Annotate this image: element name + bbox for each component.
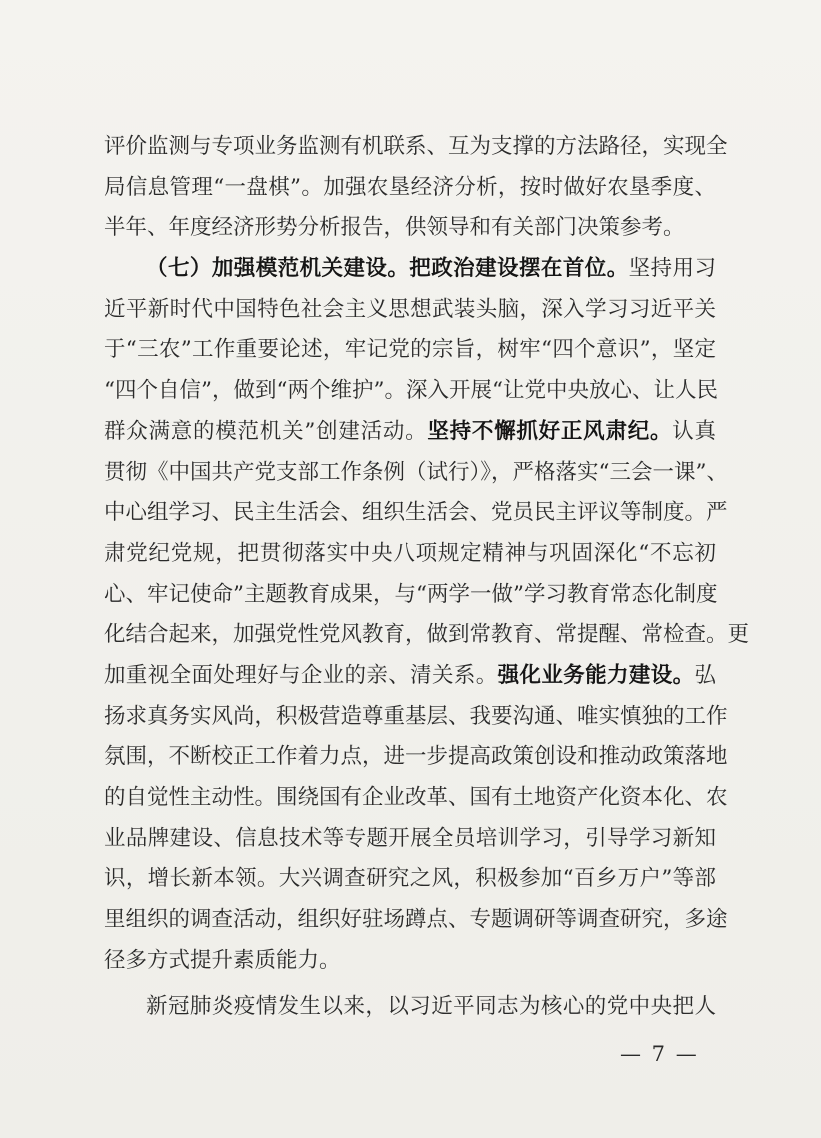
body-text (104, 127, 750, 1028)
text-line (104, 412, 716, 453)
text-line: 的自觉性主动性。围绕国有企业改革、国有土地资产化资本化、农 (104, 785, 728, 810)
text-run: 认真 (672, 418, 716, 444)
text-line: 新冠肺炎疫情发生以来，以习近平同志为核心的党中央把人 (146, 994, 716, 1020)
text-line: 化结合起来，加强党性党风教育，做到常教育、常提醒、常检查。更 (104, 622, 750, 648)
text-line: 中心组学习、民主生活会、组织生活会、党员民主评议等制度。严 (104, 500, 728, 526)
bold-subheading: 坚持不懈抓好正风肃纪。 (427, 418, 673, 444)
text-line: 径多方式提升素质能力。 (104, 947, 341, 973)
text-run: 群众满意的模范机关”创建活动。 (104, 418, 428, 444)
text-line: 局信息管理“一盘棋”。加强农垦经济分析，按时做好农垦季度、 (104, 174, 716, 200)
section-heading-line (104, 249, 716, 290)
text-line: 扬求真务实风尚，积极营造尊重基层、我要沟通、唯实慎独的工作 (104, 703, 728, 729)
text-line: 识，增长新本领。大兴调查研究之风，积极参加“百乡万户”等部 (104, 866, 716, 892)
text-run: 加重视全面处理好与企业的亲、清关系。 (104, 662, 498, 688)
text-line: 于“三农”工作重要论述，牢记党的宗旨，树牢“四个意识”，坚定 (104, 337, 716, 363)
text-line: 心、牢记使命”主题教育成果，与“两学一做”学习教育常态化制度 (104, 581, 718, 607)
section-heading: （七）加强模范机关建设。 (146, 256, 410, 282)
page-number: — 7 — (620, 1042, 699, 1066)
text-run: 弘 (694, 662, 716, 688)
text-line: 近平新时代中国特色社会主义思想武装头脑，深入学习习近平关 (104, 296, 716, 322)
text-line: 贯彻《中国共产党支部工作条例（试行）》，严格落实“三会一课”、 (104, 459, 728, 485)
text-line: 评价监测与专项业务监测有机联系、互为支撑的方法路径，实现全 (104, 134, 728, 159)
text-line: “四个自信”，做到“两个维护”。深入开展“让党中央放心、让人民 (104, 378, 718, 404)
text-line: 业品牌建设、信息技术等专题开展全员培训学习，引导学习新知 (104, 825, 716, 851)
bold-subheading: 强化业务能力建设。 (497, 662, 695, 688)
text-line: 氛围，不断校正工作着力点，进一步提高政策创设和推动政策落地 (104, 744, 728, 770)
text-run: 坚持用习 (628, 256, 716, 282)
text-line: 里组织的调查活动，组织好驻场蹲点、专题调研等调查研究，多途 (104, 907, 728, 933)
bold-subheading: 把政治建设摆在首位。 (409, 256, 629, 282)
text-line: 肃党纪党规，把贯彻落实中央八项规定精神与巩固深化“不忘初 (104, 540, 716, 566)
text-line (104, 656, 716, 697)
text-line: 半年、年度经济形势分析报告，供领导和有关部门决策参考。 (104, 215, 685, 241)
